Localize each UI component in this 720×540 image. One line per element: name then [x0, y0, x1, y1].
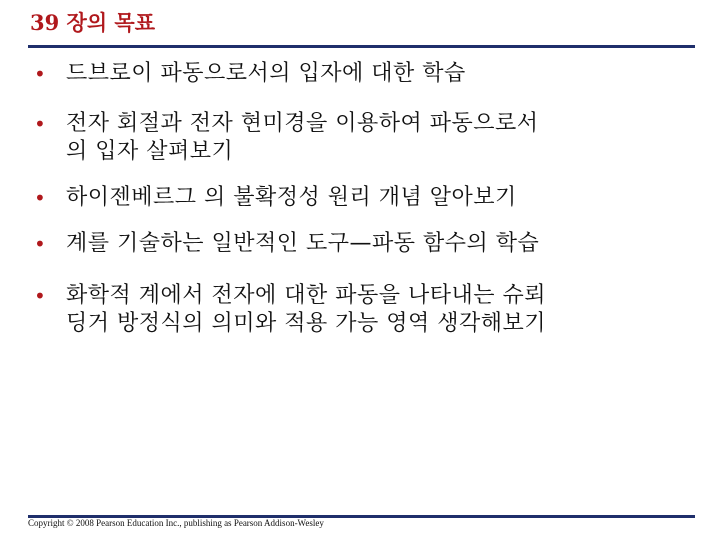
bullet-item [30, 282, 700, 338]
bullet-icon: • [34, 62, 46, 86]
bullet-item [30, 110, 700, 166]
bullet-icon: • [34, 232, 46, 256]
bullet-text: 하이젠베르그 의 불확정성 원리 개념 알아보기 [66, 185, 517, 210]
bullet-text: 전자 회절과 전자 현미경을 이용하여 파동으로서 의 입자 살펴보기 [66, 111, 539, 164]
bullet-text: 드브로이 파동으로서의 입자에 대한 학습 [66, 61, 466, 86]
slide-title: 39 장의 목표 [30, 10, 155, 35]
bullet-icon: • [34, 186, 46, 210]
bullet-item [30, 230, 700, 258]
bullet-icon: • [34, 112, 46, 136]
title-divider [28, 45, 695, 48]
bullet-text: 계를 기술하는 일반적인 도구—파동 함수의 학습 [66, 231, 540, 256]
copyright-footer: Copyright © 2008 Pearson Education Inc., publishing as Pearson Addison-Wesley [28, 518, 324, 528]
bullet-text: 화학적 계에서 전자에 대한 파동을 나타내는 슈뢰 딩거 방정식의 의미와 적용 가능 영역 생각해보기 [66, 283, 547, 336]
bullet-icon: • [34, 284, 46, 308]
bullet-item [30, 184, 700, 212]
bullet-item [30, 60, 700, 88]
